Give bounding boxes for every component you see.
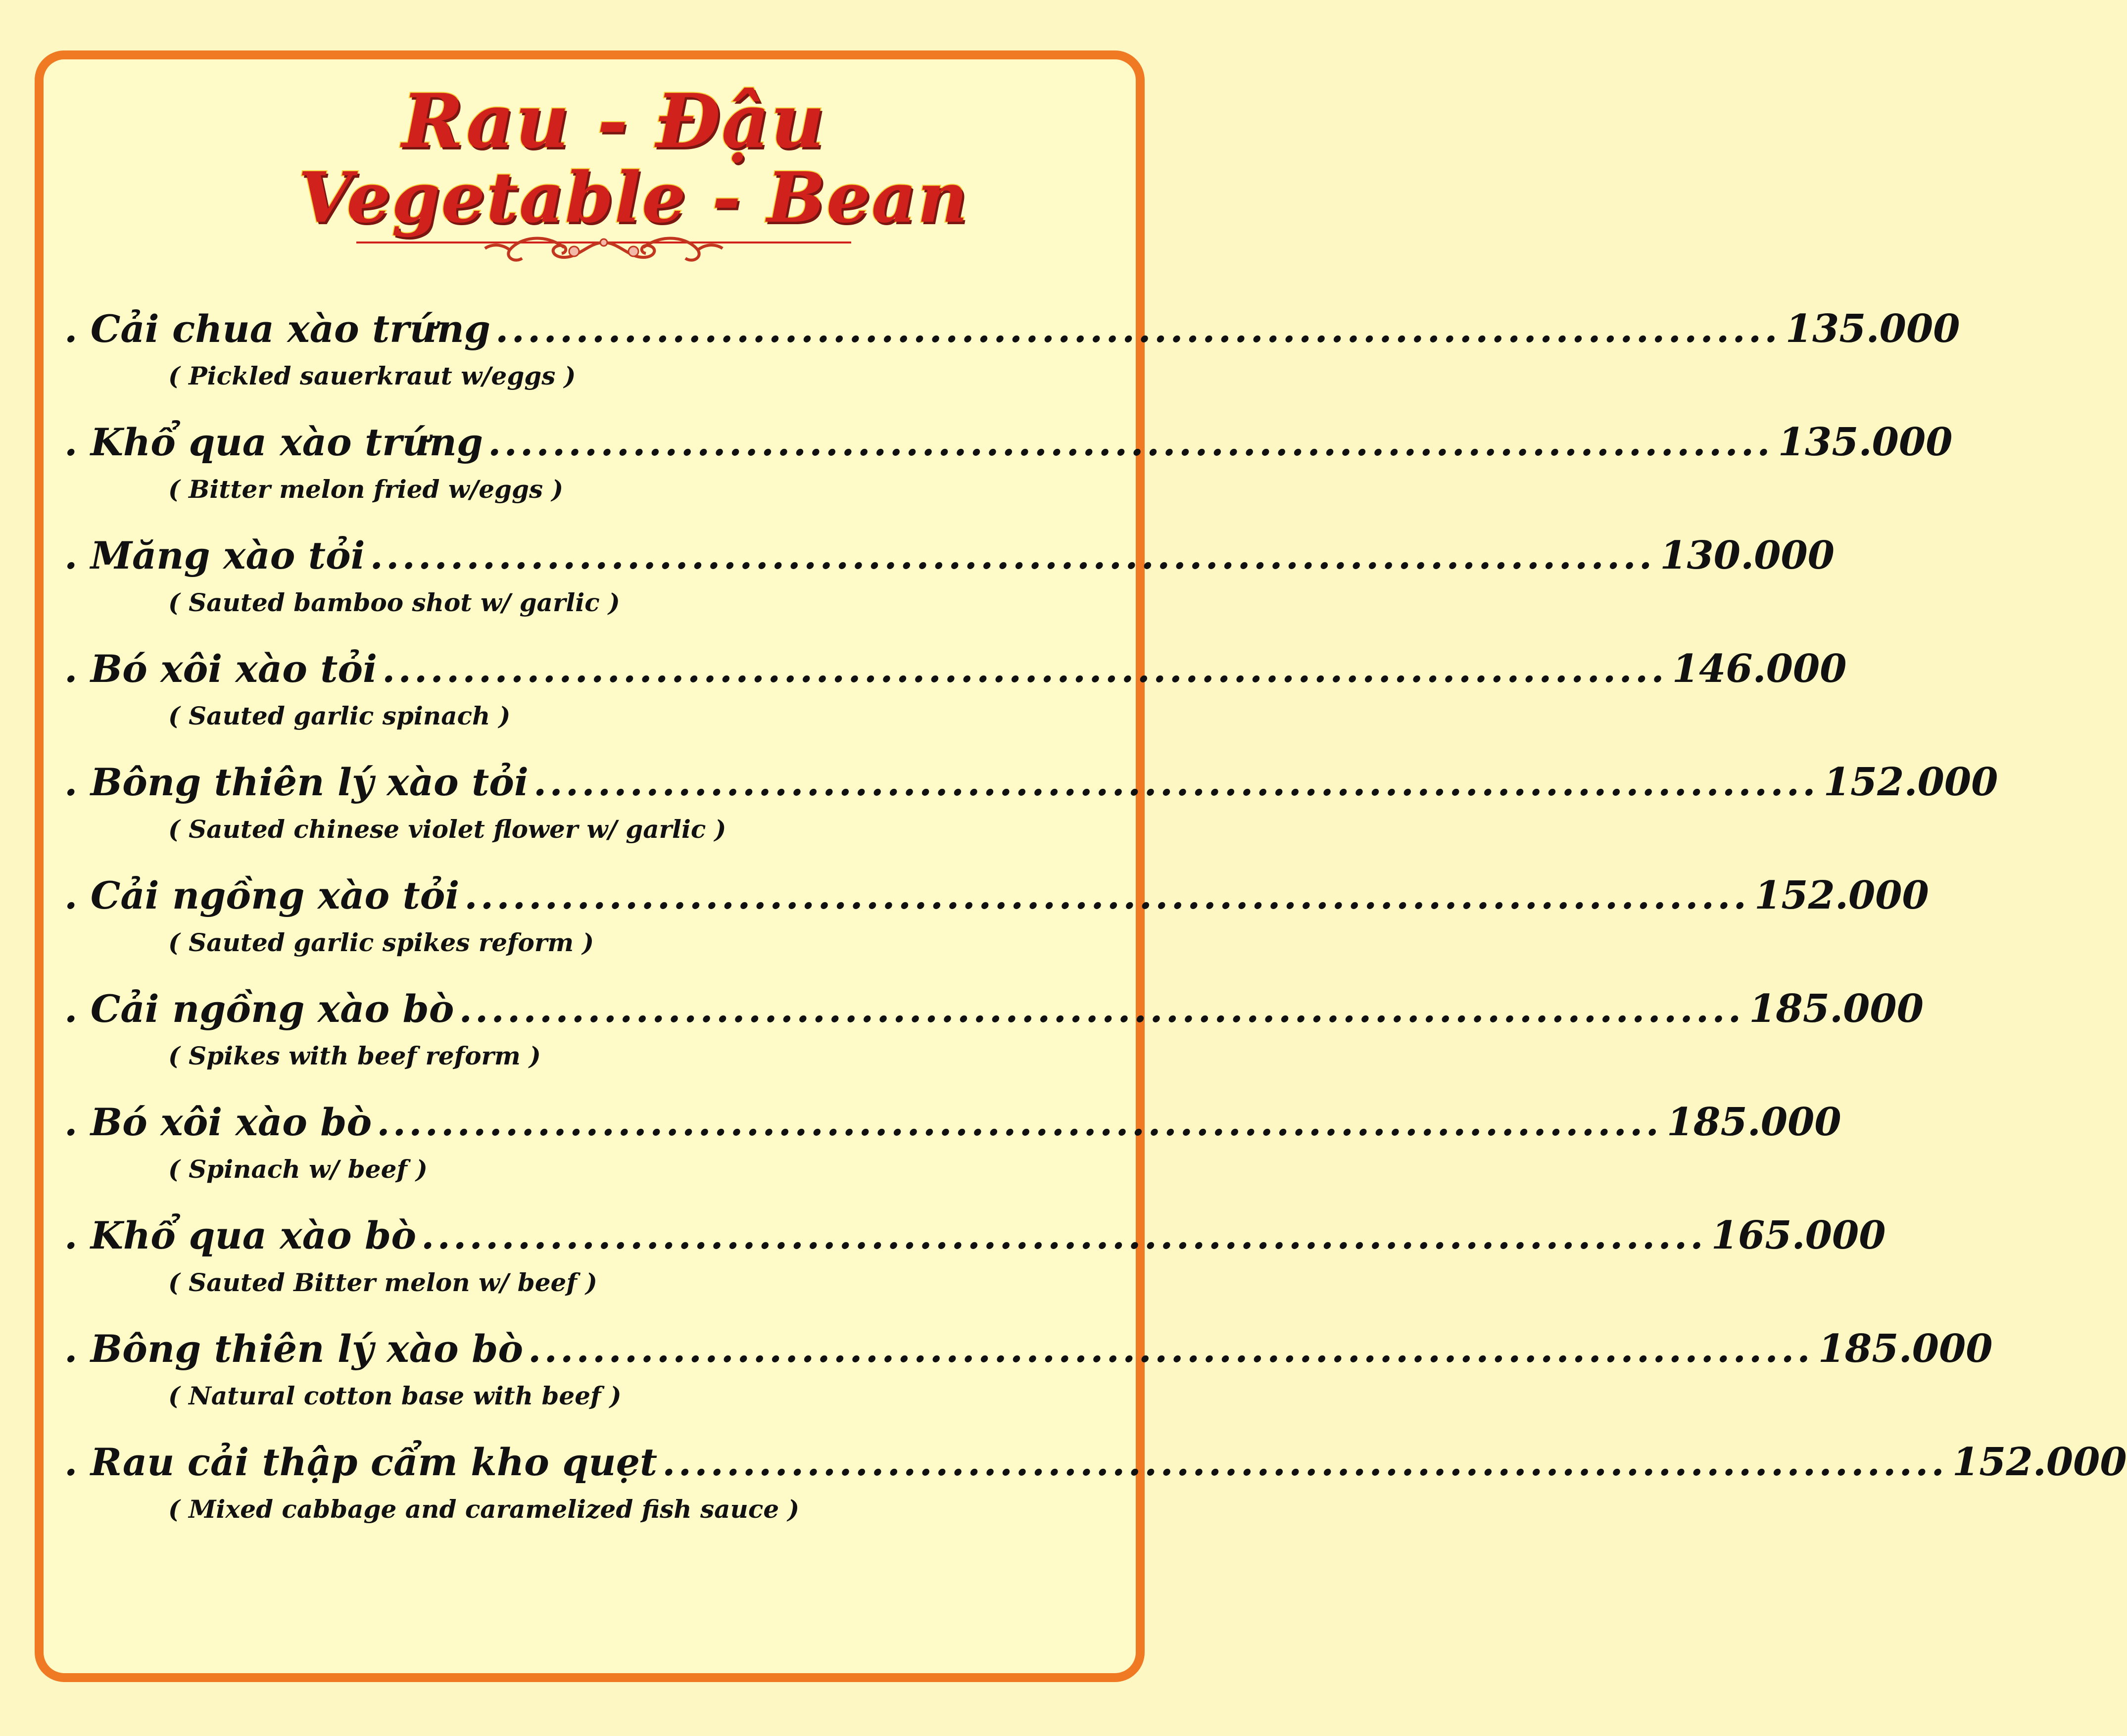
dot-leader: ................................................................................ bbox=[370, 533, 1655, 578]
menu-item-price: 185.000 bbox=[1666, 1100, 1841, 1145]
menu-title-vietnamese: Rau - Đậu bbox=[401, 78, 826, 165]
menu-item-row bbox=[64, 1319, 1993, 1374]
menu-item-row bbox=[64, 979, 1924, 1034]
menu-item-price: 152.000 bbox=[1952, 1440, 2127, 1485]
dot-leader: ................................................................................ bbox=[377, 1100, 1662, 1144]
dot-leader: ................................................................................ bbox=[495, 307, 1781, 351]
dot-leader: ................................................................................ bbox=[662, 1440, 1947, 1484]
menu-item-row bbox=[64, 1206, 1886, 1260]
menu-item-english-description: ( Pickled sauerkraut w/eggs ) bbox=[168, 361, 576, 390]
menu-item-price: 130.000 bbox=[1660, 533, 1835, 578]
menu-item-name: . Khổ qua xào trứng bbox=[64, 420, 483, 464]
menu-item-price: 185.000 bbox=[1749, 986, 1924, 1031]
menu-item-english-description: ( Sauted bamboo shot w/ garlic ) bbox=[168, 588, 620, 617]
menu-item-name: . Măng xào tỏi bbox=[64, 533, 365, 578]
menu-item-name: . Rau cải thập cẩm kho quẹt bbox=[64, 1440, 658, 1484]
menu-item-name: . Bông thiên lý xào tỏi bbox=[64, 760, 529, 804]
dot-leader: ................................................................................ bbox=[528, 1327, 1813, 1371]
menu-item-english-description: ( Sauted Bitter melon w/ beef ) bbox=[168, 1268, 597, 1297]
menu-item-english-description: ( Natural cotton base with beef ) bbox=[168, 1381, 622, 1410]
menu-item-name: . Cải ngồng xào tỏi bbox=[64, 873, 460, 917]
menu-item-price: 135.000 bbox=[1778, 420, 1953, 465]
menu-item-name: . Bông thiên lý xào bò bbox=[64, 1327, 524, 1371]
menu-item-row bbox=[64, 639, 1847, 694]
menu-item-name: . Bó xôi xào tỏi bbox=[64, 647, 378, 691]
dot-leader: ................................................................................ bbox=[533, 760, 1819, 804]
title-ornament-divider bbox=[356, 228, 851, 277]
menu-item-row bbox=[64, 1433, 2127, 1487]
menu-item-english-description: ( Sauted garlic spikes reform ) bbox=[168, 928, 594, 957]
dot-leader: ................................................................................ bbox=[382, 647, 1667, 691]
menu-item-name: . Bó xôi xào bò bbox=[64, 1100, 372, 1144]
menu-item-price: 165.000 bbox=[1711, 1213, 1886, 1258]
dot-leader: ................................................................................ bbox=[459, 987, 1744, 1031]
menu-item-row bbox=[64, 866, 1929, 920]
menu-title-english: Vegetable - Bean bbox=[298, 157, 969, 239]
dot-leader: ................................................................................ bbox=[464, 873, 1750, 917]
menu-item-price: 152.000 bbox=[1823, 760, 1998, 805]
menu-item-english-description: ( Spinach w/ beef ) bbox=[168, 1155, 428, 1184]
menu-item-name: . Khổ qua xào bò bbox=[64, 1213, 417, 1257]
menu-item-price: 146.000 bbox=[1672, 646, 1847, 691]
menu-item-price: 185.000 bbox=[1818, 1326, 1993, 1371]
menu-item-english-description: ( Bitter melon fried w/eggs ) bbox=[168, 475, 564, 504]
menu-item-name: . Cải ngồng xào bò bbox=[64, 987, 454, 1031]
menu-item-english-description: ( Sauted chinese violet flower w/ garlic ) bbox=[168, 815, 726, 844]
menu-item-row bbox=[64, 299, 1960, 354]
menu-item-english-description: ( Mixed cabbage and caramelized fish sauce ) bbox=[168, 1495, 800, 1524]
menu-item-row bbox=[64, 753, 1998, 807]
menu-item-row bbox=[64, 413, 1953, 467]
menu-item-row bbox=[64, 1093, 1841, 1147]
dot-leader: ................................................................................ bbox=[421, 1213, 1706, 1257]
menu-item-name: . Cải chua xào trứng bbox=[64, 307, 490, 351]
dot-leader: ................................................................................ bbox=[487, 420, 1773, 464]
menu-item-price: 135.000 bbox=[1785, 306, 1960, 351]
menu-item-price: 152.000 bbox=[1754, 873, 1929, 918]
menu-item-row bbox=[64, 526, 1835, 580]
menu-item-english-description: ( Spikes with beef reform ) bbox=[168, 1041, 541, 1070]
menu-item-english-description: ( Sauted garlic spinach ) bbox=[168, 701, 511, 730]
